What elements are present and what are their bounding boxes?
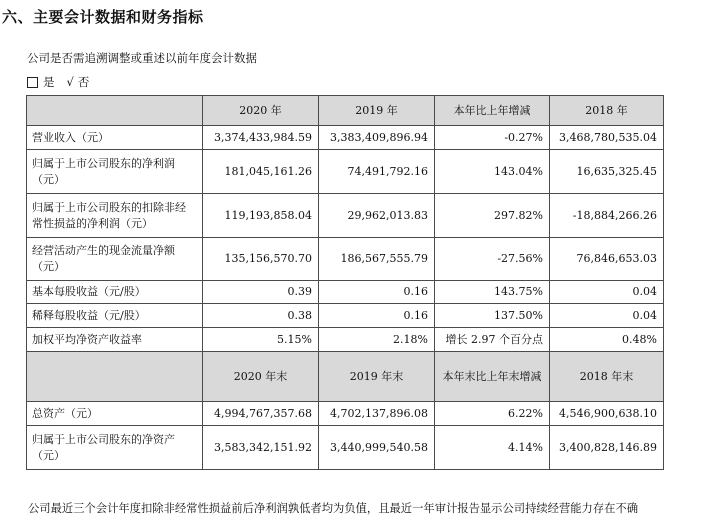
table-header-row [27, 352, 664, 402]
value-2018: 0.04 [550, 304, 664, 328]
row-label: 基本每股收益（元/股） [27, 281, 203, 304]
unchecked-box-icon [27, 77, 38, 88]
value-2020: 181,045,161.26 [203, 150, 319, 194]
value-2019: 186,567,555.79 [319, 238, 435, 281]
row-label: 总资产（元） [27, 402, 203, 426]
header-blank-cell [27, 352, 203, 402]
header-2019: 2019 年 [319, 96, 435, 126]
header-2020-end: 2020 年末 [203, 352, 319, 402]
table-row [27, 328, 664, 352]
header-change-end: 本年末比上年末增减 [435, 352, 550, 402]
value-2020: 0.38 [203, 304, 319, 328]
table-header-row [27, 96, 664, 126]
value-2020: 4,994,767,357.68 [203, 402, 319, 426]
value-2018: 4,546,900,638.10 [550, 402, 664, 426]
header-2020: 2020 年 [203, 96, 319, 126]
row-label: 加权平均净资产收益率 [27, 328, 203, 352]
value-change: 6.22% [435, 402, 550, 426]
choice-yes-label: 是 [43, 75, 55, 89]
row-label: 归属于上市公司股东的净利润（元） [27, 150, 203, 194]
value-change: -27.56% [435, 238, 550, 281]
value-change: 143.75% [435, 281, 550, 304]
value-2020: 3,374,433,984.59 [203, 126, 319, 150]
value-2018: 3,400,828,146.89 [550, 426, 664, 470]
row-label: 稀释每股收益（元/股） [27, 304, 203, 328]
section-heading: 六、主要会计数据和财务指标 [2, 8, 204, 26]
value-change: 297.82% [435, 194, 550, 238]
value-2019: 2.18% [319, 328, 435, 352]
restatement-question: 公司是否需追溯调整或重述以前年度会计数据 [27, 51, 257, 65]
value-change: 4.14% [435, 426, 550, 470]
table-row [27, 402, 664, 426]
row-label: 营业收入（元） [27, 126, 203, 150]
value-2020: 3,583,342,151.92 [203, 426, 319, 470]
value-2018: 0.48% [550, 328, 664, 352]
checkmark-icon: √ [66, 75, 74, 89]
value-2020: 5.15% [203, 328, 319, 352]
header-2019-end: 2019 年末 [319, 352, 435, 402]
row-label: 归属于上市公司股东的净资产（元） [27, 426, 203, 470]
table-row [27, 150, 664, 194]
value-change: 137.50% [435, 304, 550, 328]
value-2018: 3,468,780,535.04 [550, 126, 664, 150]
header-change: 本年比上年增减 [435, 96, 550, 126]
value-2019: 0.16 [319, 281, 435, 304]
value-2019: 3,383,409,896.94 [319, 126, 435, 150]
value-2019: 4,702,137,896.08 [319, 402, 435, 426]
row-label: 经营活动产生的现金流量净额（元） [27, 238, 203, 281]
value-change: -0.27% [435, 126, 550, 150]
table-row [27, 238, 664, 281]
value-2019: 3,440,999,540.58 [319, 426, 435, 470]
row-label: 归属于上市公司股东的扣除非经常性损益的净利润（元） [27, 194, 203, 238]
table-row [27, 426, 664, 470]
value-2018: -18,884,266.26 [550, 194, 664, 238]
header-2018: 2018 年 [550, 96, 664, 126]
table-row [27, 126, 664, 150]
value-2020: 119,193,858.04 [203, 194, 319, 238]
value-2018: 76,846,653.03 [550, 238, 664, 281]
value-2018: 0.04 [550, 281, 664, 304]
value-2018: 16,635,325.45 [550, 150, 664, 194]
restatement-choice [27, 74, 89, 90]
choice-no-label: 否 [77, 75, 90, 89]
table-row [27, 194, 664, 238]
header-2018-end: 2018 年末 [550, 352, 664, 402]
header-blank-cell [27, 96, 203, 126]
value-2019: 74,491,792.16 [319, 150, 435, 194]
footer-note: 公司最近三个会计年度扣除非经常性损益前后净利润孰低者均为负值，且最近一年审计报告显示公司持续经营能力存在不确 [28, 502, 639, 515]
table-row [27, 304, 664, 328]
value-change: 143.04% [435, 150, 550, 194]
value-2019: 29,962,013.83 [319, 194, 435, 238]
value-2020: 135,156,570.70 [203, 238, 319, 281]
value-2019: 0.16 [319, 304, 435, 328]
value-2020: 0.39 [203, 281, 319, 304]
table-row [27, 281, 664, 304]
financial-indicators-table [26, 95, 664, 470]
value-change: 增长 2.97 个百分点 [435, 328, 550, 352]
